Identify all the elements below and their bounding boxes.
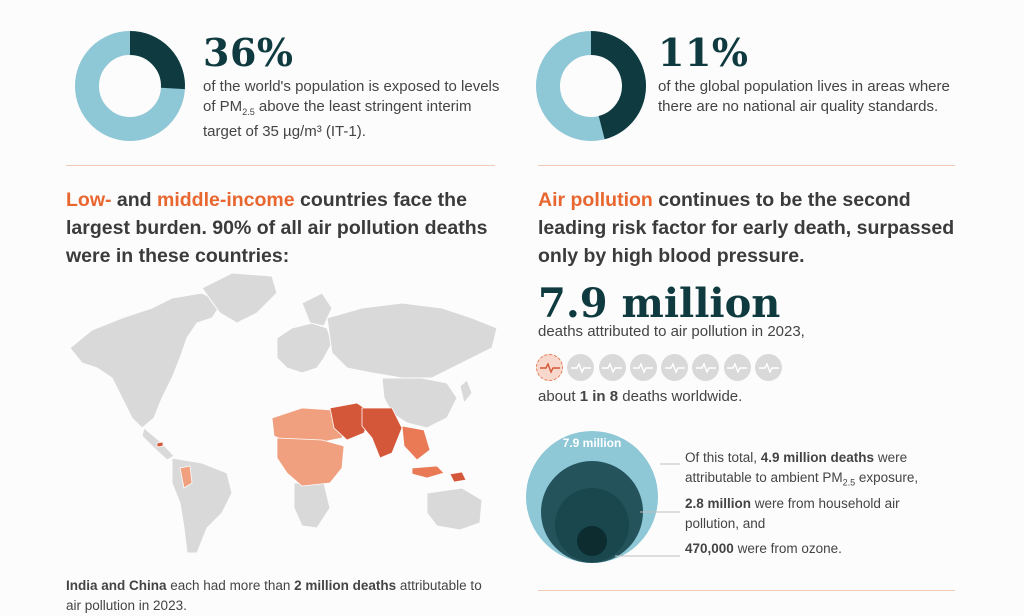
left-heading: Low- and middle-income countries face the largest burden. 90% of all air pollution deaths were in these countries: <box>66 189 488 267</box>
map-indonesia <box>412 466 444 478</box>
stat-11-text: of the global population lives in areas where there are no national air quality standards. <box>658 78 950 115</box>
map-southeast-asia <box>402 426 430 460</box>
donut-chart-11 <box>535 30 647 142</box>
map-central-africa <box>277 438 344 486</box>
donut-36-segment <box>130 43 173 88</box>
stat-36-text: of the world's population is exposed to levels of $PM_{2.5}$ above the least stringent interim target of 35 µg/m³ (IT-1). <box>203 78 500 140</box>
heartbeat-icon <box>599 354 626 381</box>
map-southern-africa <box>294 483 330 528</box>
donut-11-segment <box>591 43 634 128</box>
map-north-asia <box>327 303 497 378</box>
nested-circles-chart <box>520 425 680 565</box>
map-haiti <box>157 442 163 447</box>
heartbeat-icon <box>630 354 657 381</box>
right-heading: Air pollution continues to be the second leading risk factor for early death, surpassed only by high blood pressure. <box>538 189 955 267</box>
breakdown-household: 2.8 million were from household air pollution, and <box>685 496 900 531</box>
map-australia <box>427 488 482 530</box>
world-map <box>62 268 502 558</box>
heartbeat-icon <box>567 354 594 381</box>
map-japan <box>460 380 472 403</box>
map-south-asia <box>362 408 402 458</box>
stat-11-percent: 11% <box>658 30 749 75</box>
map-png <box>450 472 466 482</box>
heartbeat-icon <box>661 354 688 381</box>
left-footer-text: India and China each had more than 2 million deaths attributable to air pollution in 2023. <box>66 578 482 613</box>
heartbeat-icon <box>536 354 563 381</box>
breakdown-ozone: 470,000 were from ozone. <box>685 541 842 556</box>
breakdown-ambient: Of this total, 4.9 million deaths were attributable to ambient $PM_{2.5}$ exposure, <box>685 450 919 488</box>
map-europe <box>277 323 332 373</box>
donut-chart-36 <box>74 30 186 142</box>
divider-right <box>538 165 955 166</box>
stat-36-percent: 36% <box>203 30 294 75</box>
deaths-total: 7.9 million <box>538 280 781 327</box>
heartbeat-icon <box>724 354 751 381</box>
divider-bottom-right <box>538 590 955 591</box>
ratio-text: about 1 in 8 deaths worldwide. <box>538 388 743 405</box>
map-north-america <box>70 293 222 428</box>
heartbeat-icon <box>692 354 719 381</box>
heartbeat-icon-row <box>536 354 782 381</box>
heartbeat-icon <box>755 354 782 381</box>
divider-left <box>66 165 495 166</box>
circle-ozone <box>577 526 607 556</box>
circle-total-label: 7.9 million <box>562 436 622 450</box>
deaths-caption: deaths attributed to air pollution in 2023, <box>538 323 805 340</box>
